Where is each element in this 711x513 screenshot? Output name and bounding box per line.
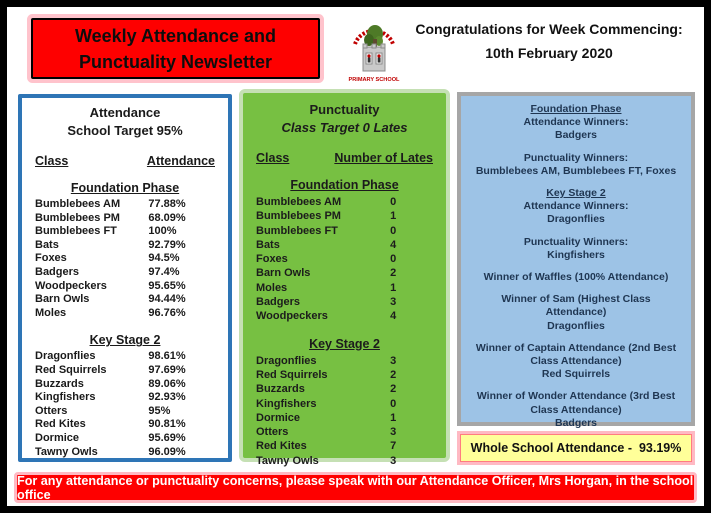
winners-panel: [457, 92, 695, 429]
table-row: [256, 266, 433, 280]
foundation-attendance-winner: Badgers: [554, 129, 597, 142]
lates-value: 7: [390, 440, 397, 453]
newsletter-title-box: [31, 18, 320, 79]
table-row: [35, 307, 215, 321]
lates-value: 3: [390, 354, 397, 367]
footer-notice-bar: [14, 472, 697, 503]
table-row: [35, 293, 215, 307]
class-name: Otters: [35, 404, 68, 417]
attendance-value: 95%: [148, 404, 171, 417]
attendance-value: 90.81%: [148, 418, 186, 431]
class-name: Moles: [35, 306, 67, 319]
attendance-value: 97.4%: [148, 265, 180, 278]
attendance-ks2-rows: [22, 350, 228, 459]
foundation-attendance-winners-label: Attendance Winners:: [523, 116, 629, 129]
table-row: [256, 195, 433, 209]
punctuality-foundation-rows: [243, 195, 446, 324]
class-name: Bumblebees FT: [35, 225, 117, 238]
class-name: Kingfishers: [256, 397, 317, 410]
attendance-col-class: Class: [35, 154, 69, 168]
table-row: [256, 224, 433, 238]
lates-value: 2: [390, 368, 397, 381]
class-name: Bumblebees FT: [256, 224, 338, 237]
table-row: [256, 281, 433, 295]
table-row: [35, 198, 215, 212]
winners-ks2-heading: Key Stage 2: [546, 187, 606, 200]
attendance-value: 95.69%: [148, 431, 186, 444]
award-wonder-winner: Badgers: [554, 416, 597, 429]
table-row: [256, 368, 433, 382]
attendance-panel-title: Attendance: [89, 105, 161, 120]
award-captain-title: Winner of Captain Attendance (2nd Best Class Attendance): [475, 341, 677, 368]
table-row: [35, 378, 215, 392]
table-row: [35, 432, 215, 446]
ks2-punctuality-winners-label: Punctuality Winners:: [523, 235, 629, 248]
class-name: Dragonflies: [256, 354, 317, 367]
class-name: Dragonflies: [35, 350, 96, 363]
attendance-value: 96.09%: [148, 445, 186, 458]
ks2-attendance-winners-label: Attendance Winners:: [523, 200, 629, 213]
table-row: [35, 391, 215, 405]
lates-value: 0: [390, 253, 397, 266]
award-sam-winner: Dragonflies: [547, 319, 605, 332]
class-name: Tawny Owls: [256, 454, 319, 467]
lates-value: 1: [390, 210, 397, 223]
ks2-attendance-winner: Dragonflies: [547, 213, 605, 226]
whole-school-attendance-banner: [457, 431, 695, 465]
class-name: Bumblebees PM: [256, 210, 341, 223]
table-row: [256, 309, 433, 323]
lates-value: 3: [390, 426, 397, 439]
table-row: [35, 252, 215, 266]
attendance-ks2-heading: Key Stage 2: [89, 333, 161, 348]
punctuality-foundation-heading: Foundation Phase: [290, 178, 399, 192]
attendance-col-value: Attendance: [146, 154, 215, 168]
table-row: [256, 252, 433, 266]
class-name: Barn Owls: [35, 293, 90, 306]
attendance-value: 95.65%: [148, 279, 186, 292]
class-name: Bats: [35, 238, 59, 251]
award-wonder-title: Winner of Wonder Attendance (3rd Best Class Attendance): [476, 390, 676, 416]
table-row: [35, 212, 215, 226]
congratulations-header: [399, 17, 699, 65]
attendance-value: 68.09%: [148, 211, 186, 224]
table-row: [35, 405, 215, 419]
lates-value: 4: [390, 238, 397, 251]
class-name: Buzzards: [256, 383, 305, 396]
school-logo-icon: [345, 10, 403, 88]
lates-value: 1: [390, 281, 397, 294]
punctuality-col-value: Number of Lates: [334, 151, 433, 165]
class-name: Foxes: [256, 253, 288, 266]
table-row: [256, 425, 433, 439]
attendance-value: 100%: [148, 225, 177, 238]
attendance-value: 89.06%: [148, 377, 186, 390]
attendance-value: 77.88%: [148, 198, 186, 210]
table-row: [256, 238, 433, 252]
class-name: Dormice: [256, 411, 301, 424]
attendance-foundation-rows: [22, 198, 228, 320]
class-name: Buzzards: [35, 377, 84, 390]
class-name: Moles: [256, 281, 288, 294]
attendance-value: 94.5%: [148, 252, 180, 265]
lates-value: 3: [390, 454, 397, 467]
attendance-column-headers: [22, 154, 228, 168]
punctuality-ks2-rows: [243, 354, 446, 468]
table-row: [256, 354, 433, 368]
class-name: Red Kites: [256, 440, 307, 453]
table-row: [256, 295, 433, 309]
attendance-panel-subtitle: School Target 95%: [67, 123, 183, 138]
attendance-value: 92.93%: [148, 391, 186, 404]
table-row: [35, 418, 215, 432]
table-row: [35, 239, 215, 253]
newsletter-title-line2: Punctuality Newsletter: [78, 51, 273, 72]
table-row: [35, 266, 215, 280]
footer-notice-text: For any attendance or punctuality concerns, please speak with our Attendance Officer, Mrs Horgan, in the school office: [17, 473, 694, 502]
class-name: Badgers: [256, 296, 301, 309]
table-row: [35, 280, 215, 294]
table-row: [35, 446, 215, 460]
ks2-punctuality-winner: Kingfishers: [547, 248, 605, 261]
class-name: Kingfishers: [35, 391, 96, 404]
class-name: Woodpeckers: [35, 279, 107, 292]
attendance-value: 97.69%: [148, 363, 186, 376]
lates-value: 0: [390, 397, 397, 410]
table-row: [256, 209, 433, 223]
punctuality-panel-subtitle: Class Target 0 Lates: [281, 120, 408, 135]
punctuality-ks2-heading: Key Stage 2: [309, 336, 380, 351]
class-name: Bumblebees PM: [35, 211, 120, 224]
congratulations-line1: Congratulations for Week Commencing:: [415, 21, 683, 37]
punctuality-col-class: Class: [256, 151, 290, 165]
school-logo-caption: PRIMARY SCHOOL: [348, 77, 400, 83]
table-row: [256, 397, 433, 411]
lates-value: 3: [390, 296, 397, 309]
attendance-foundation-heading: Foundation Phase: [70, 181, 180, 195]
table-row: [35, 350, 215, 364]
table-row: [256, 411, 433, 425]
table-row: [35, 364, 215, 378]
class-name: Foxes: [35, 252, 67, 265]
class-name: Tawny Owls: [35, 445, 98, 458]
table-row: [256, 454, 433, 468]
class-name: Red Kites: [35, 418, 86, 431]
punctuality-panel-title: Punctuality: [309, 102, 380, 117]
class-name: Dormice: [35, 431, 80, 444]
class-name: Bats: [256, 238, 280, 251]
award-waffles-title: Winner of Waffles (100% Attendance): [483, 271, 669, 284]
winners-foundation-heading: Foundation Phase: [530, 103, 622, 115]
lates-value: 2: [390, 267, 397, 280]
attendance-value: 92.79%: [148, 238, 186, 251]
lates-value: 2: [390, 383, 397, 396]
class-name: Bumblebees AM: [35, 198, 121, 210]
class-name: Red Squirrels: [256, 368, 328, 381]
punctuality-panel: [239, 89, 450, 467]
punctuality-column-headers: [243, 151, 446, 165]
attendance-value: 94.44%: [148, 293, 186, 306]
award-captain-winner: Red Squirrels: [541, 368, 611, 381]
attendance-panel: [18, 94, 232, 462]
class-name: Red Squirrels: [35, 363, 107, 376]
lates-value: 4: [390, 310, 397, 323]
class-name: Bumblebees AM: [256, 196, 342, 208]
table-row: [256, 382, 433, 396]
lates-value: 0: [390, 196, 397, 208]
class-name: Woodpeckers: [256, 310, 328, 323]
attendance-value: 96.76%: [148, 306, 186, 319]
foundation-punctuality-winners-label: Punctuality Winners:: [523, 151, 629, 164]
class-name: Barn Owls: [256, 267, 311, 280]
table-row: [256, 439, 433, 453]
congratulations-line2: 10th February 2020: [485, 45, 613, 61]
table-row: [35, 225, 215, 239]
attendance-value: 98.61%: [148, 350, 186, 363]
whole-school-attendance-text: Whole School Attendance - 93.19%: [470, 441, 682, 455]
lates-value: 1: [390, 411, 397, 424]
newsletter-title-line1: Weekly Attendance and: [74, 25, 277, 46]
award-sam-title: Winner of Sam (Highest Class Attendance): [501, 293, 651, 319]
class-name: Badgers: [35, 265, 80, 278]
class-name: Otters: [256, 426, 289, 439]
foundation-punctuality-winner: Bumblebees AM, Bumblebees FT, Foxes: [475, 164, 677, 177]
lates-value: 0: [390, 224, 397, 237]
